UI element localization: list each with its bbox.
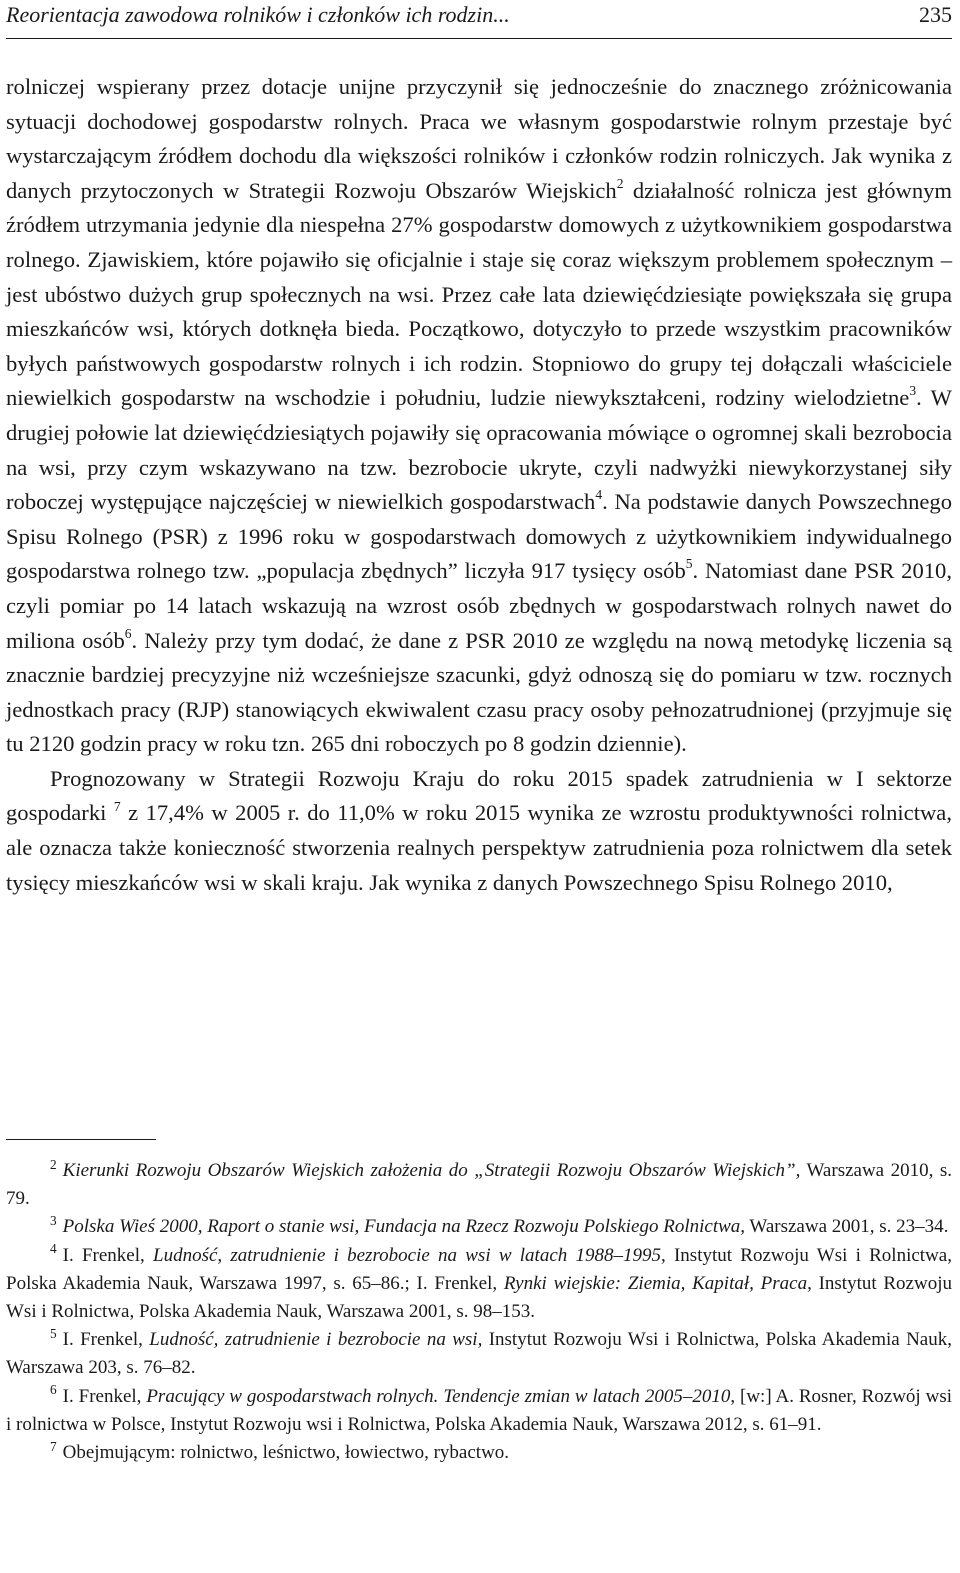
footnote-ref-5[interactable]: 5 xyxy=(685,556,693,572)
footnote-ref-3[interactable]: 3 xyxy=(909,383,917,399)
footnote-text: Rynki wiejskie: Ziemia, Kapitał, Praca xyxy=(503,1272,808,1294)
running-head xyxy=(6,2,952,32)
footnote-number: 2 xyxy=(50,1156,57,1172)
footnote-separator xyxy=(6,1139,156,1140)
body-text xyxy=(6,70,952,900)
footnote-text: Warszawa 2001, s. 23–34. xyxy=(745,1216,949,1238)
footnote-text: Warszawa 2010, s. 79. xyxy=(6,1160,952,1210)
footnote-text: Polska Wieś 2000, Raport o stanie wsi, Fundacja na Rzecz Rozwoju Polskiego Rolnictwa, xyxy=(62,1216,746,1238)
footnote-text: I. Frenkel, xyxy=(62,1329,150,1351)
footnote-number: 6 xyxy=(50,1382,57,1398)
footnotes xyxy=(6,1157,952,1467)
footnote-text: Instytut Rozwoju Wsi i Rolnictwa, Polska Akademia Nauk, Warszawa 1997, s. 65–86.; I. Frenkel, xyxy=(6,1244,952,1294)
paragraph-text: . Natomiast dane PSR 2010, czyli pomiar po 14 latach wskazują na wzrost osób zbędnych w gospodarstwach rolnych nawet do miliona osób xyxy=(6,558,952,653)
footnote-ref-6[interactable]: 6 xyxy=(124,625,132,641)
paragraph-text: . Należy przy tym dodać, że dane z PSR 2010 ze względu na nową metodykę liczenia są znacznie bardziej precyzyjne niż wcześniejsze szacunki, gdyż odnoszą się do pomiaru w tzw. rocznych jednostkach pracy (RJP) stanowiących ekwiwalent czasu pracy osoby pełnozatrudnionej (przyjmuje się tu 2120 godzin pracy w roku tzn. 265 dni roboczych po 8 godzin dziennie). xyxy=(6,627,952,757)
footnote-text: Ludność, zatrudnienie i bezrobocie na wsi w latach 1988–1995, xyxy=(153,1244,666,1266)
footnote-number: 5 xyxy=(50,1325,57,1341)
running-head-title: Reorientacja zawodowa rolników i członków ich rodzin... xyxy=(6,2,510,27)
footnote-text: Instytut Rozwoju Wsi i Rolnictwa, Polska Akademia Nauk, Warszawa 203, s. 76–82. xyxy=(6,1329,952,1379)
footnote-number: 7 xyxy=(50,1438,57,1454)
footnote-ref-7[interactable]: 7 xyxy=(113,798,121,814)
footnote-6 xyxy=(6,1383,952,1439)
footnote-2 xyxy=(6,1157,952,1213)
paragraph-text: rolniczej wspierany przez dotacje unijne przyczynił się jednocześnie do znacznego zróżnicowania sytuacji dochodowej gospodarstw rolnych. Praca we własnym gospodarstwie rolnym przestaje być wystarczającym źródłem dochodu dla większości rolników i członków rodzin rolniczych. Jak wynika z danych przytoczonych w Strategii Rozwoju Obszarów Wiejskich xyxy=(6,74,952,203)
page-number: 235 xyxy=(919,2,952,27)
paragraph-2 xyxy=(6,762,952,900)
footnote-text: I. Frenkel, xyxy=(62,1385,147,1407)
paragraph-text: z 17,4% w 2005 r. do 11,0% w roku 2015 wynika ze wzrostu produktywności rolnictwa, ale oznacza także konieczność stworzenia realnych perspektyw zatrudnienia poza rolnictwem dla setek tysięcy mieszkańców wsi w skali kraju. Jak wynika z danych Powszechnego Spisu Rolnego 2010, xyxy=(6,800,952,895)
paragraph-text: . Na podstawie danych Powszechnego Spisu Rolnego (PSR) z 1996 roku w gospodarstwach domowych z użytkownikiem indywidualnego gospodarstwa rolnego tzw. „populacja zbędnych” liczyła 917 tysięcy osób xyxy=(6,489,953,584)
footnote-ref-2[interactable]: 2 xyxy=(616,175,624,191)
footnote-text: Pracujący w gospodarstwach rolnych. Tendencje zmian w latach 2005–2010 xyxy=(146,1385,731,1407)
footnote-ref-4[interactable]: 4 xyxy=(595,487,603,503)
footnote-7 xyxy=(6,1439,952,1467)
footnote-text: Ludność, zatrudnienie i bezrobocie na wsi, xyxy=(149,1329,483,1351)
footnote-text: Kierunki Rozwoju Obszarów Wiejskich założenia do „Strategii Rozwoju Obszarów Wiejskich”, xyxy=(62,1160,801,1181)
footnote-text: Obejmującym: rolnictwo, leśnictwo, łowiectwo, rybactwo. xyxy=(62,1442,510,1464)
footnote-5 xyxy=(6,1326,952,1382)
paragraph-text: Prognozowany w Strategii Rozwoju Kraju do roku 2015 spadek zatrudnienia w I sektorze gospodarki xyxy=(6,765,952,826)
paragraph-text: działalność rolnicza jest głównym źródłem utrzymania jedynie dla niespełna 27% gospodarstw domowych z użytkownikiem gospodarstwa rolnego. Zjawiskiem, które pojawiło się oficjalnie i staje się coraz większym problemem społecznym – jest ubóstwo dużych grup społecznych na wsi. Przez całe lata dziewięćdziesiąte powiększała się grupa mieszkańców wsi, których dotknęła bieda. Początkowo, dotyczyło to przede wszystkim pracowników byłych państwowych gospodarstw rolnych i ich rodzin. Stopniowo do grupy tej dołączali właściciele niewielkich gospodarstw na wschodzie i południu, ludzie niewykształceni, rodziny wielodzietne xyxy=(6,177,952,411)
footnote-3 xyxy=(6,1213,952,1241)
paragraph-1 xyxy=(6,70,952,762)
footnote-number: 3 xyxy=(50,1213,57,1229)
paragraph-text: . W drugiej połowie lat dziewięćdziesiątych pojawiły się opracowania mówiące o ogromnej skali bezrobocia na wsi, przy czym wskazywano na tzw. bezrobocie ukryte, czyli nadwyżki niewykorzystanej siły roboczej występujące najczęściej w niewielkich gospodarstwach xyxy=(6,385,952,515)
footnote-number: 4 xyxy=(50,1241,57,1257)
footnote-text: , [w:] A. Rosner, Rozwój wsi i rolnictwa w Polsce, Instytut Rozwoju wsi i Rolnictwa, Polska Akademia Nauk, Warszawa 2012, s. 61–91. xyxy=(6,1385,952,1435)
footnote-4 xyxy=(6,1242,952,1327)
header-rule xyxy=(6,38,952,39)
footnote-text: I. Frenkel, xyxy=(62,1244,153,1266)
footnote-text: , Instytut Rozwoju Wsi i Rolnictwa, Polska Akademia Nauk, Warszawa 2001, s. 98–153. xyxy=(6,1272,952,1323)
